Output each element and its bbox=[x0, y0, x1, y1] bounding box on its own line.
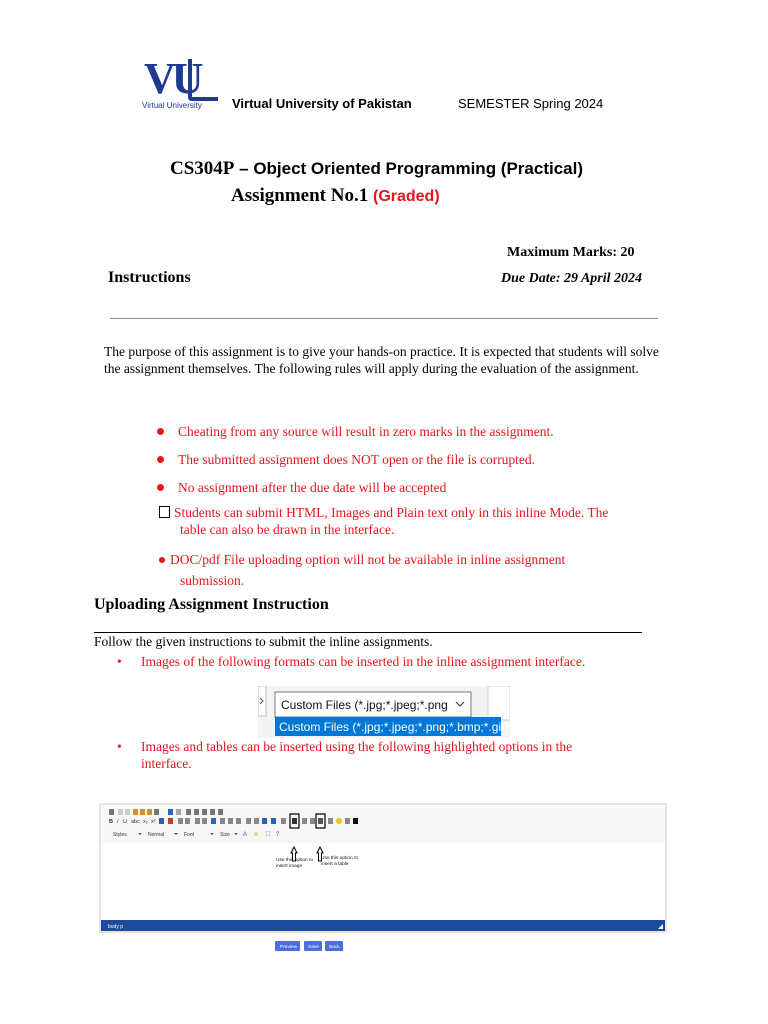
note-table-line1: Use this option to bbox=[321, 856, 359, 861]
svg-text:Virtual University: Virtual University bbox=[142, 101, 202, 110]
rule-item: The submitted assignment does NOT open or the file is corrupted. bbox=[157, 450, 535, 469]
rule-item-doc: DOC/pdf File uploading option will not be available in inline assignment submission. bbox=[159, 549, 659, 591]
rule-item-html: Students can submit HTML, Images and Plain text only in this inline Mode. The table can also be drawn in the interface. bbox=[159, 504, 659, 538]
dropdown-option[interactable]: Custom Files (*.jpg;*.jpeg;*.png;*.bmp;*.gif) bbox=[279, 720, 509, 734]
due-date: Due Date: 29 April 2024 bbox=[501, 271, 643, 286]
square-bullet-icon bbox=[159, 506, 170, 518]
svg-text:A: A bbox=[243, 832, 248, 838]
upload-heading: Uploading Assignment Instruction bbox=[94, 596, 329, 613]
assignment-title bbox=[231, 185, 440, 207]
styles-combo[interactable]: Styles bbox=[113, 832, 127, 838]
table-icon[interactable] bbox=[318, 818, 323, 824]
editor-screenshot bbox=[96, 790, 676, 956]
divider bbox=[110, 318, 658, 319]
rule-item: Cheating from any source will result in zero marks in the assignment. bbox=[157, 422, 554, 441]
dropdown-selected[interactable]: Custom Files (*.jpg;*.jpeg;*.png bbox=[281, 698, 448, 712]
svg-text:A: A bbox=[254, 832, 259, 838]
image-icon[interactable] bbox=[292, 818, 297, 824]
size-combo[interactable]: Size bbox=[220, 832, 230, 838]
graded-label: (Graded) bbox=[372, 188, 440, 205]
university-name: Virtual University of Pakistan bbox=[232, 96, 412, 111]
font-combo[interactable]: Font bbox=[184, 832, 195, 838]
bullet-icon bbox=[157, 456, 164, 463]
upload-bullet: • Images of the following formats can be inserted in the inline assignment interface. bbox=[117, 654, 586, 669]
upload-bullet: • Images and tables can be inserted using the following highlighted options in the interface. bbox=[117, 739, 573, 771]
rule-item: No assignment after the due date will be accepted bbox=[157, 478, 446, 497]
bullet-icon bbox=[159, 557, 165, 563]
max-marks: Maximum Marks: 20 bbox=[507, 245, 635, 260]
svg-text:?: ? bbox=[276, 832, 280, 838]
svg-text:U: U bbox=[123, 819, 127, 825]
bullet-icon bbox=[157, 428, 164, 435]
svg-text:Back: Back bbox=[329, 945, 340, 950]
intro-paragraph: The purpose of this assignment is to give your hands-on practice. It is expected that students will solve the assignment themselves. The following rules will apply during the evaluation of the assignment. bbox=[104, 344, 659, 376]
editor-status: body p bbox=[108, 924, 124, 930]
course-code: CS304P bbox=[170, 158, 235, 179]
instructions-heading: Instructions bbox=[108, 269, 191, 286]
semester-label: SEMESTER Spring 2024 bbox=[458, 96, 604, 111]
svg-text:I: I bbox=[117, 819, 119, 825]
svg-text:VU: VU bbox=[144, 54, 200, 103]
svg-text:Save: Save bbox=[308, 945, 319, 950]
note-image-line1: Use this option to bbox=[276, 858, 314, 863]
format-combo[interactable]: Normal bbox=[148, 832, 165, 838]
note-table-line2: insert a table bbox=[321, 862, 349, 867]
svg-text:⛶: ⛶ bbox=[266, 832, 271, 838]
svg-text:Preview: Preview bbox=[280, 945, 298, 950]
vu-logo bbox=[142, 53, 220, 111]
svg-text:x₂: x₂ bbox=[143, 819, 148, 825]
svg-text:x²: x² bbox=[151, 819, 156, 825]
course-title bbox=[170, 158, 583, 180]
note-image-line2: insert image bbox=[276, 864, 303, 869]
bullet-icon bbox=[157, 484, 164, 491]
course-dash: – bbox=[234, 159, 254, 178]
divider bbox=[94, 632, 642, 633]
assignment-number: Assignment No.1 bbox=[231, 185, 373, 206]
svg-text:abc: abc bbox=[131, 819, 140, 825]
svg-text:B: B bbox=[109, 819, 113, 825]
follow-text: Follow the given instructions to submit the inline assignments. bbox=[94, 634, 433, 649]
file-type-dropdown-screenshot bbox=[258, 686, 510, 738]
course-name: Object Oriented Programming (Practical) bbox=[253, 159, 584, 178]
